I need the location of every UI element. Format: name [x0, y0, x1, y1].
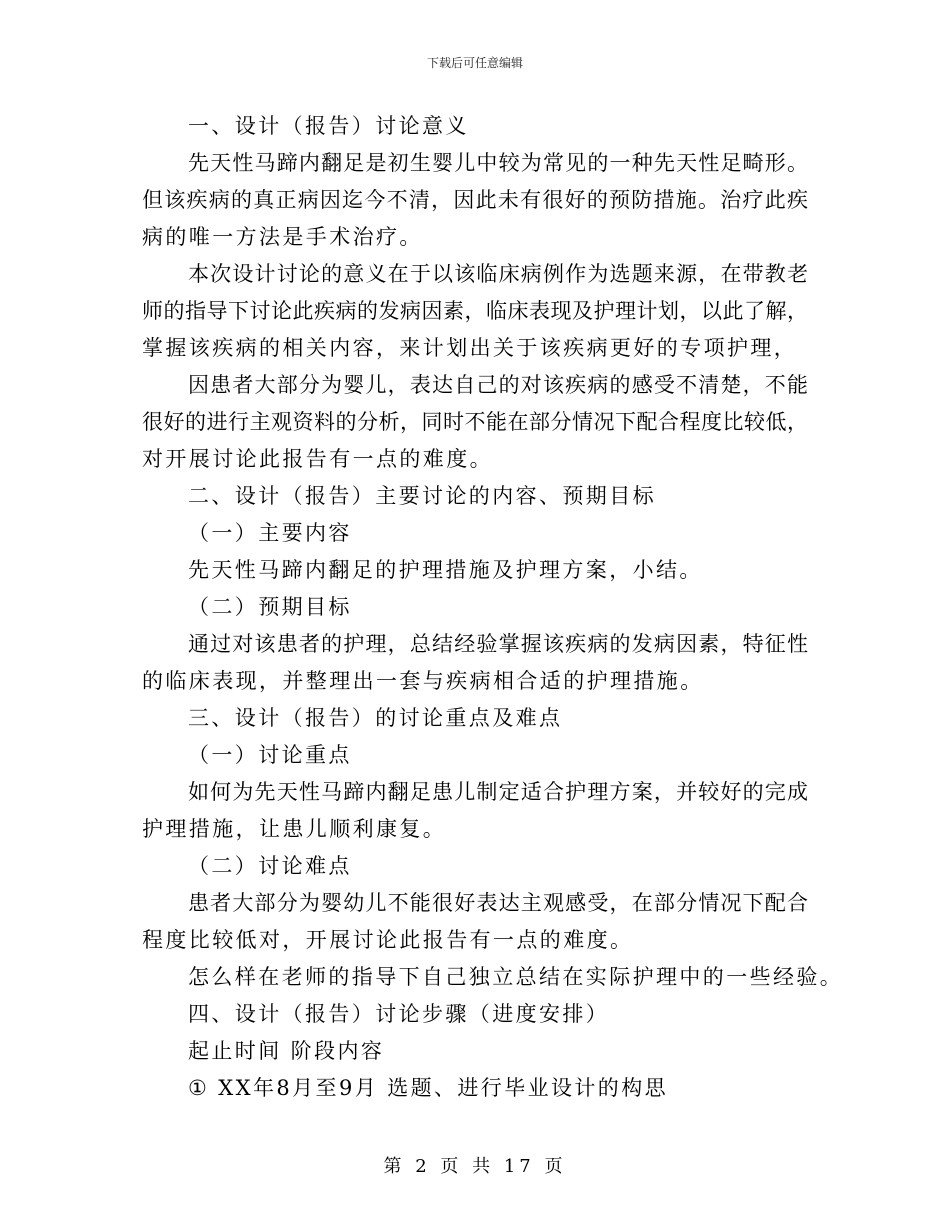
section-heading-focus-difficulty: 三、设计（报告）的讨论重点及难点 — [188, 706, 563, 730]
paragraph-line: 掌握该疾病的相关内容，来计划出关于该疾病更好的专项护理， — [142, 336, 798, 360]
page-number-footer: 第 2 页 共 17 页 — [383, 1156, 567, 1177]
paragraph-line: 本次设计讨论的意义在于以该临床病例作为选题来源，在带教老 — [188, 262, 808, 286]
paragraph-line: 对开展讨论此报告有一点的难度。 — [142, 447, 493, 471]
document-body — [142, 108, 844, 1107]
schedule-table-header: 起止时间 阶段内容 — [188, 1039, 385, 1063]
paragraph-line: 患者大部分为婴幼儿不能很好表达主观感受，在部分情况下配合 — [188, 891, 808, 915]
paragraph-line: 病的唯一方法是手术治疗。 — [142, 225, 423, 249]
subsection-heading-focus: （一）讨论重点 — [188, 743, 352, 767]
schedule-row: ① XX年8月至9月 选题、进行毕业设计的构思 — [188, 1076, 668, 1100]
paragraph-line: 先天性马蹄内翻足是初生婴儿中较为常见的一种先天性足畸形。 — [188, 151, 808, 175]
paragraph-line: 护理措施，让患儿顺利康复。 — [142, 817, 447, 841]
subsection-heading-expected-goals: （二）预期目标 — [188, 595, 352, 619]
paragraph-line: 师的指导下讨论此疾病的发病因素，临床表现及护理计划，以此了解， — [142, 299, 808, 323]
subsection-heading-main-content: （一）主要内容 — [188, 521, 352, 545]
paragraph-line: 怎么样在老师的指导下自己独立总结在实际护理中的一些经验。 — [188, 965, 844, 989]
page-header-note: 下载后可任意编辑 — [426, 56, 523, 70]
paragraph-line: 先天性马蹄内翻足的护理措施及护理方案，小结。 — [188, 558, 703, 582]
paragraph-line: 程度比较低对，开展讨论此报告有一点的难度。 — [142, 928, 634, 952]
section-heading-significance: 一、设计（报告）讨论意义 — [188, 114, 469, 138]
section-heading-schedule: 四、设计（报告）讨论步骤（进度安排） — [188, 1002, 610, 1026]
paragraph-line: 但该疾病的真正病因迄今不清，因此未有很好的预防措施。治疗此疾 — [142, 188, 808, 212]
paragraph-line: 如何为先天性马蹄内翻足患儿制定适合护理方案，并较好的完成 — [188, 780, 808, 804]
section-heading-content-goals: 二、设计（报告）主要讨论的内容、预期目标 — [188, 484, 656, 508]
paragraph-line: 的临床表现，并整理出一套与疾病相合适的护理措施。 — [142, 669, 704, 693]
paragraph-line: 很好的进行主观资料的分析，同时不能在部分情况下配合程度比较低， — [142, 410, 808, 434]
paragraph-line: 因患者大部分为婴儿，表达自己的对该疾病的感受不清楚，不能 — [188, 373, 808, 397]
paragraph-line: 通过对该患者的护理，总结经验掌握该疾病的发病因素，特征性 — [188, 632, 808, 656]
subsection-heading-difficulty: （二）讨论难点 — [188, 854, 352, 878]
